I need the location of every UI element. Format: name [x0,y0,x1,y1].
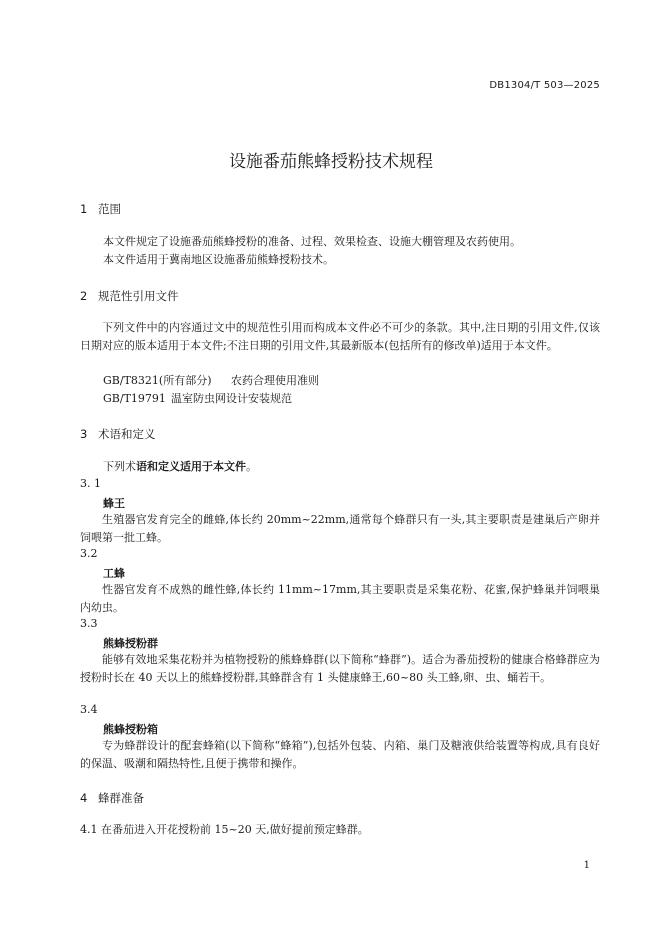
intro-text-end: 。 [246,460,257,473]
section-title: 范围 [98,202,121,216]
term-definition: 能够有效地采集花粉并为植物授粉的熊蜂蜂群(以下简称“蜂群”)。适合为番茄授粉的健康合格蜂群应为授粉时长在 40 天以上的熊蜂授粉群,其蜂群含有 1 头健康蜂王,60~80 头工蜂,卵、虫、蛹若干。 [80,653,600,684]
section-3-intro [103,459,257,475]
intro-text-bold: 语和定义适用于本文件 [136,460,246,473]
term-number: 3.4 [80,703,98,716]
reference-code: GB/T19791 [103,392,166,405]
section-4-heading [80,790,144,806]
section-1-paragraph-1: 本文件规定了设施番茄熊蜂授粉的准备、过程、效果检查、设施大棚管理及农药使用。 [103,235,521,248]
section-1-heading [80,201,121,217]
section-number: 3 [80,427,88,441]
section-number: 1 [80,202,88,216]
term-name: 工蜂 [103,567,125,580]
term-definition: 生殖器官发育完全的雌蜂,体长约 20mm~22mm,通常每个蜂群只有一头,其主要职责是建巢后产卵并饲喂第一批工蜂。 [80,513,600,544]
section-title: 术语和定义 [98,427,156,441]
document-title: 设施番茄熊蜂授粉技术规程 [229,152,433,172]
page-number: 1 [583,860,590,871]
section-3-heading [80,426,156,442]
reference-item [103,373,319,389]
section-number: 2 [80,289,88,303]
section-title: 规范性引用文件 [98,289,179,303]
term-name: 熊蜂授粉箱 [103,723,158,736]
reference-code: GB/T8321(所有部分) [103,374,212,387]
reference-name: 温室防虫网设计安装规范 [171,392,292,405]
section-2-heading [80,288,179,304]
section-4-paragraph-1: 4.1 在番茄进入开花授粉前 15~20 天,做好提前预定蜂群。 [80,823,369,836]
section-1-paragraph-2: 本文件适用于冀南地区设施番茄熊蜂授粉技术。 [103,253,334,266]
intro-text: 下列术 [103,460,136,473]
section-title: 蜂群准备 [98,791,144,805]
term-number: 3. 1 [80,477,101,490]
term-name: 蜂王 [103,497,125,510]
section-2-paragraph-1: 下列文件中的内容通过文中的规范性引用而构成本文件必不可少的条款。其中,注日期的引用文件,仅该日期对应的版本适用于本文件;不注日期的引用文件,其最新版本(包括所有的修改单)适用于本文件。 [80,321,600,352]
reference-item [103,391,292,407]
document-number: DB1304/T 503—2025 [489,80,600,91]
reference-name: 农药合理使用准则 [231,374,319,387]
term-definition: 专为蜂群设计的配套蜂箱(以下简称“蜂箱”),包括外包装、内箱、巢门及糖液供给装置等构成,具有良好的保温、吸潮和隔热特性,且便于携带和操作。 [80,739,600,770]
term-number: 3.2 [80,547,98,560]
section-number: 4 [80,791,88,805]
term-number: 3.3 [80,617,98,630]
term-definition: 性器官发育不成熟的雌性蜂,体长约 11mm~17mm,其主要职责是采集花粉、花蜜,保护蜂巢并饲喂巢内幼虫。 [80,583,600,614]
term-name: 熊蜂授粉群 [103,637,158,650]
